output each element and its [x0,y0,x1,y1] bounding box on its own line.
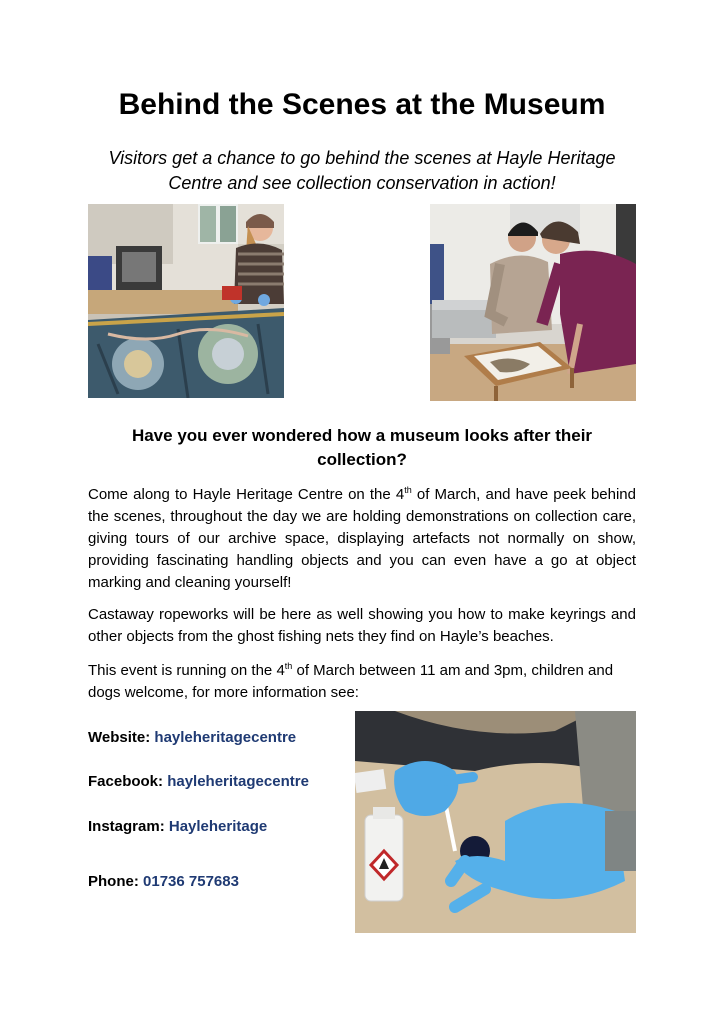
phone-number[interactable]: 01736 757683 [143,873,239,890]
poster-subtitle: Visitors get a chance to go behind the scenes at Hayle Heritage Centre and see collection conservation in action! [108,148,616,193]
section-heading: Have you ever wondered how a museum looks after their collection? [131,426,593,469]
photo-marking-illustration [355,711,636,933]
photo-textile-conservation [88,204,284,398]
photo-textile-illustration [88,204,284,398]
photo-handling-illustration [430,204,636,401]
instagram-link[interactable]: Hayleheritage [168,818,268,835]
facebook-label: Facebook: [88,773,164,790]
event-timing [88,660,636,704]
contact-website [88,729,296,746]
photo-handling-objects [430,204,636,401]
contact-instagram [88,818,267,835]
instagram-label: Instagram: [88,818,165,835]
para1-text-end: of March, and have peek behind the scenes, throughout the day we are holding demonstrations on collection care, giving tours of our archive space, displaying artefacts not normally on show, providing fascinating handling objects and you can even have a go at object marking and cleaning yourself! [88,486,636,591]
para3-ordinal: th [284,661,293,671]
para1-ordinal: th [404,485,412,495]
phone-label: Phone: [88,873,139,890]
facebook-link[interactable]: hayleheritagecentre [167,773,309,790]
para3-text-end: of March between 11 am and 3pm, children and dogs welcome, for more information see: [88,662,614,701]
website-label: Website: [88,729,151,746]
website-link[interactable]: hayleheritagecentre [154,729,297,746]
para1-text-start: Come along to Hayle Heritage Centre on the 4 [88,486,405,503]
contact-phone [88,873,239,890]
poster-title: Behind the Scenes at the Museum [118,88,606,121]
para3-text-start: This event is running on the 4 [88,662,285,679]
event-description [88,484,636,594]
contact-facebook [88,773,309,790]
photo-object-marking [355,711,636,933]
ropeworks-description: Castaway ropeworks will be here as well showing you how to make keyrings and other objects from the ghost fishing nets they find on Hayle’s beaches. [88,606,636,645]
